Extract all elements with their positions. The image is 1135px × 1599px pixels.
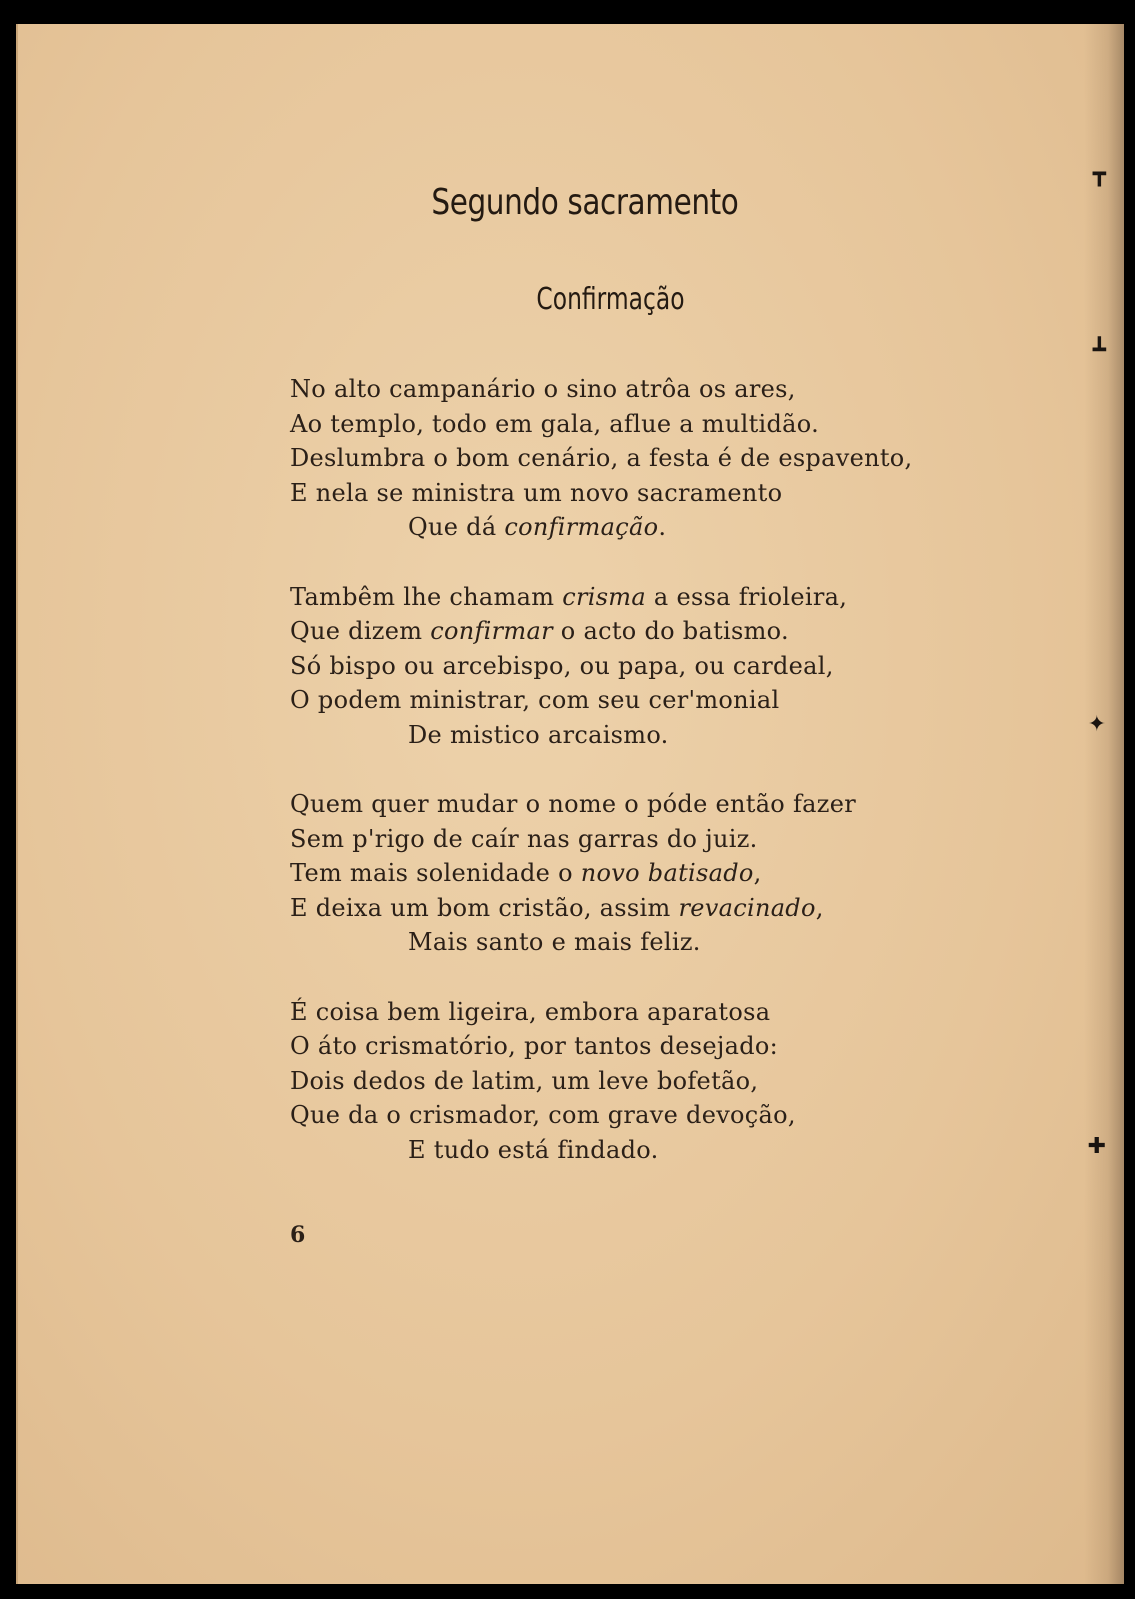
line-text: Tambêm lhe chamam: [290, 582, 563, 611]
line-text: Que dá: [408, 513, 505, 541]
poem-line: [290, 787, 990, 822]
page-number: 6: [290, 1222, 306, 1248]
line-text: .: [658, 513, 667, 541]
poem-line: [290, 718, 990, 753]
italic-text: novo batisado: [580, 859, 754, 887]
binding-mark-icon: ✦: [1087, 712, 1106, 737]
poem-line: [290, 441, 990, 476]
line-text: De mistico arcaismo.: [408, 720, 669, 749]
binding-mark-icon: ┻: [1092, 338, 1106, 363]
poem-line: [290, 925, 990, 960]
italic-text: confirmação: [504, 513, 659, 541]
poem-line: [290, 1064, 990, 1099]
poem-body: [290, 372, 990, 1202]
poem-line: [290, 1133, 990, 1168]
line-text: Ao templo, todo em gala, aflue a multidão.: [290, 409, 820, 438]
italic-text: confirmar: [430, 617, 553, 645]
line-text: Que dizem: [290, 617, 431, 645]
book-page: [16, 24, 1124, 1584]
poem-line: [290, 1029, 990, 1064]
poem-line: [290, 995, 990, 1030]
line-text: No alto campanário o sino atrôa os ares,: [290, 375, 796, 403]
poem-line: [290, 614, 990, 649]
poem-line: [290, 683, 990, 718]
line-text: E tudo está findado.: [408, 1135, 659, 1164]
stanza: [290, 580, 990, 753]
line-text: E nela se ministra um novo sacramento: [290, 478, 783, 507]
poem-line: [290, 372, 990, 407]
page-gutter: [1084, 24, 1124, 1584]
page-subtitle: Confirmação: [536, 282, 685, 317]
line-text: O podem ministrar, com seu cer'monial: [290, 686, 780, 714]
poem-line: [290, 891, 990, 926]
line-text: ,: [815, 893, 824, 922]
poem-line: [290, 822, 990, 857]
poem-line: [290, 407, 990, 442]
line-text: Que da o crismador, com grave devoção,: [290, 1101, 796, 1129]
italic-text: crisma: [562, 582, 646, 611]
line-text: a essa frioleira,: [645, 582, 848, 611]
line-text: Sem p'rigo de caír nas garras do juiz.: [290, 824, 758, 853]
italic-text: revacinado: [678, 893, 816, 922]
stanza: [290, 787, 990, 960]
poem-line: [290, 1098, 990, 1133]
line-text: É coisa bem ligeira, embora aparatosa: [290, 997, 771, 1026]
line-text: Tem mais solenidade o: [290, 859, 581, 887]
binding-mark-icon: ┳: [1092, 162, 1106, 187]
poem-line: [290, 510, 990, 545]
line-text: O áto crismatório, por tantos desejado:: [290, 1032, 779, 1060]
poem-line: [290, 476, 990, 511]
stanza: [290, 372, 990, 545]
line-text: ,: [753, 859, 762, 887]
line-text: Só bispo ou arcebispo, ou papa, ou cardeal,: [290, 651, 834, 680]
line-text: E deixa um bom cristão, assim: [290, 893, 679, 922]
poem-line: [290, 856, 990, 891]
poem-line: [290, 580, 990, 615]
line-text: Mais santo e mais feliz.: [408, 928, 701, 956]
binding-mark-icon: ✚: [1087, 1134, 1106, 1159]
line-text: o acto do batismo.: [552, 617, 789, 645]
line-text: Deslumbra o bom cenário, a festa é de espavento,: [290, 444, 913, 472]
page-title: Segundo sacramento: [431, 182, 739, 223]
stanza: [290, 995, 990, 1168]
poem-line: [290, 649, 990, 684]
line-text: Quem quer mudar o nome o póde então fazer: [290, 790, 856, 818]
line-text: Dois dedos de latim, um leve bofetão,: [290, 1066, 759, 1095]
